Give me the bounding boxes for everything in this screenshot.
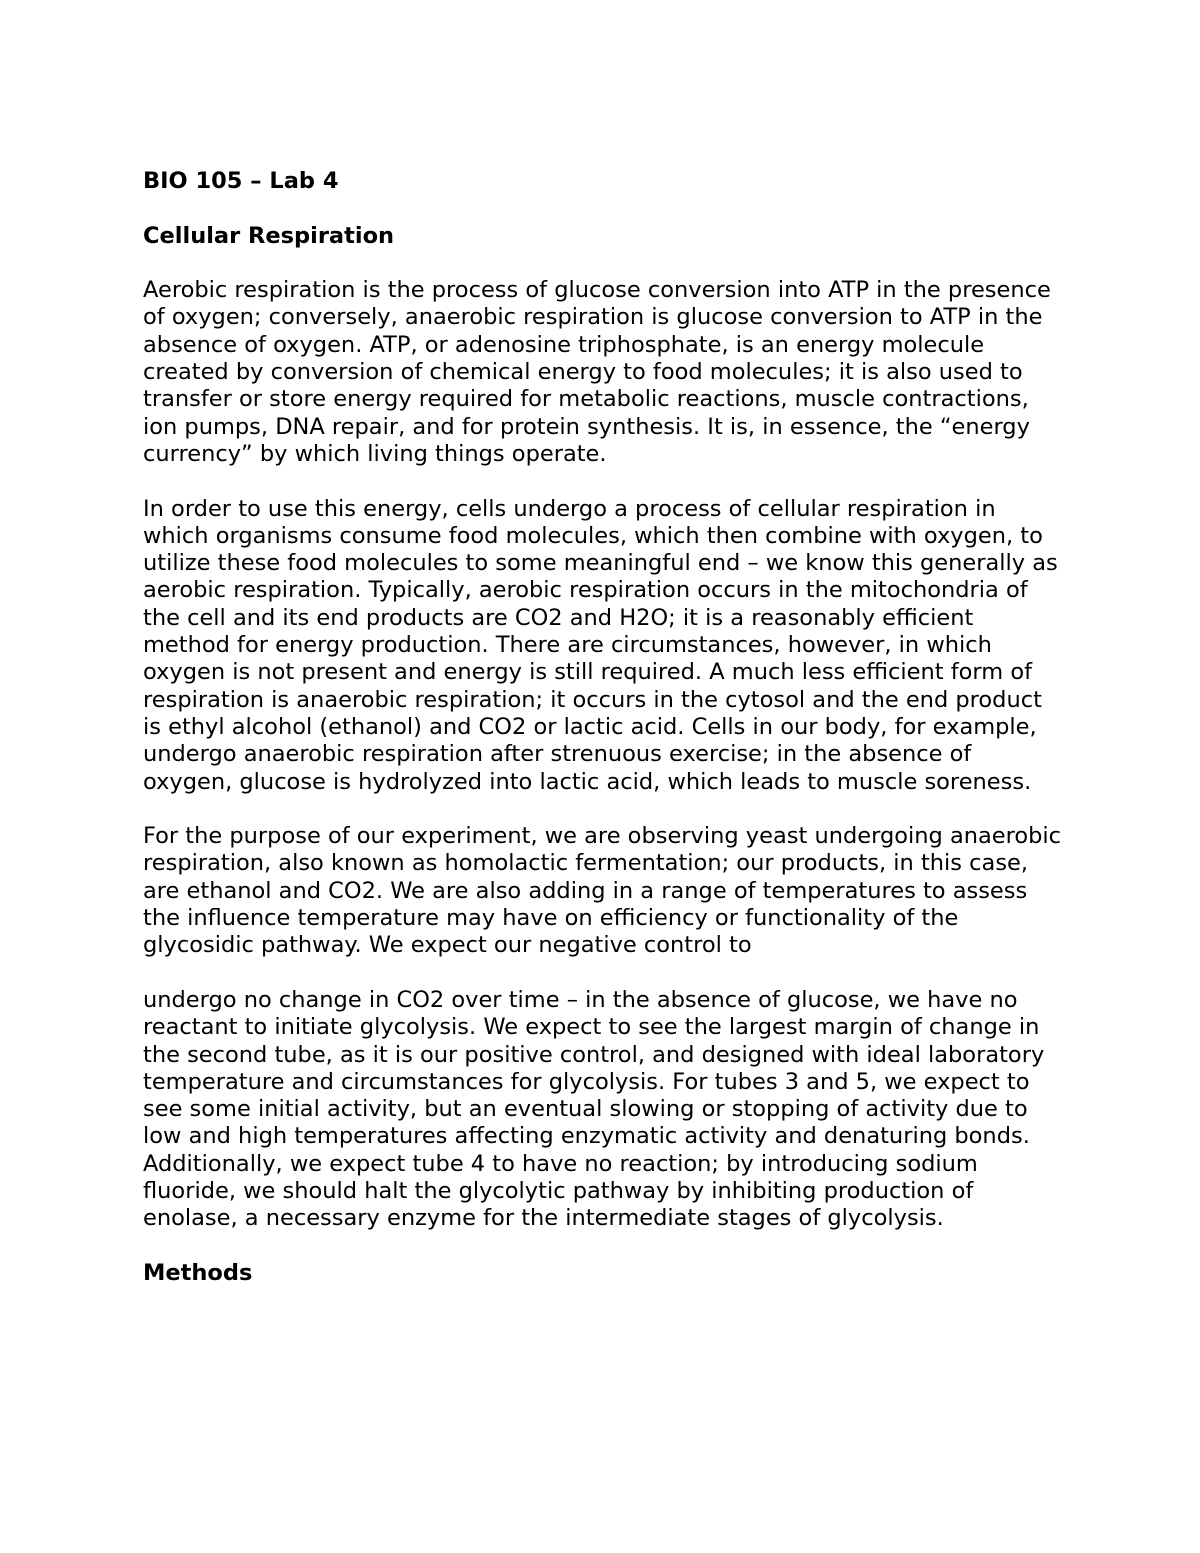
paragraph-experiment-purpose: For the purpose of our experiment, we are observing yeast undergoing anaerobic respiration, also known as homolactic fermentation; our products, in this case, are ethanol and CO2. We are also adding in a range of temperatures to assess the influence temperature may have on efficiency or functionality of the glycosidic pathway. We expect our negative control to: [143, 823, 1062, 959]
methods-heading: Methods: [143, 1259, 253, 1286]
section-title: Cellular Respiration: [143, 222, 395, 249]
paragraph-aerobic-respiration: Aerobic respiration is the process of glucose conversion into ATP in the presence of oxygen; conversely, anaerobic respiration is glucose conversion to ATP in the absence of oxygen. ATP, or adenosine triphosphate, is an energy molecule created by conversion of chemical energy to food molecules; it is also used to transfer or store energy required for metabolic reactions, muscle contractions, ion pumps, DNA repair, and for protein synthesis. It is, in essence, the “energy currency” by which living things operate.: [143, 277, 1051, 467]
document-title: BIO 105 – Lab 4: [143, 168, 339, 194]
document-body: [143, 168, 1063, 1287]
paragraph-cellular-respiration: In order to use this energy, cells undergo a process of cellular respiration in which organisms consume food molecules, which then combine with oxygen, to utilize these food molecules to some meaningful end – we know this generally as aerobic respiration. Typically, aerobic respiration occurs in the mitochondria of the cell and its end products are CO2 and H2O; it is a reasonably efficient method for energy production. There are circumstances, however, in which oxygen is not present and energy is still required. A much less efficient form of respiration is anaerobic respiration; it occurs in the cytosol and the end product is ethyl alcohol (ethanol) and CO2 or lactic acid. Cells in our body, for example, undergo anaerobic respiration after strenuous exercise; in the absence of oxygen, glucose is hydrolyzed into lactic acid, which leads to muscle soreness.: [143, 495, 1058, 795]
paragraph-expectations: undergo no change in CO2 over time – in the absence of glucose, we have no reactant to initiate glycolysis. We expect to see the largest margin of change in the second tube, as it is our positive control, and designed with ideal laboratory temperature and circumstances for glycolysis. For tubes 3 and 5, we expect to see some initial activity, but an eventual slowing or stopping of activity due to low and high temperatures affecting enzymatic activity and denaturing bonds. Additionally, we expect tube 4 to have no reaction; by introducing sodium fluoride, we should halt the glycolytic pathway by inhibiting production of enolase, a necessary enzyme for the intermediate stages of glycolysis.: [143, 986, 1045, 1232]
